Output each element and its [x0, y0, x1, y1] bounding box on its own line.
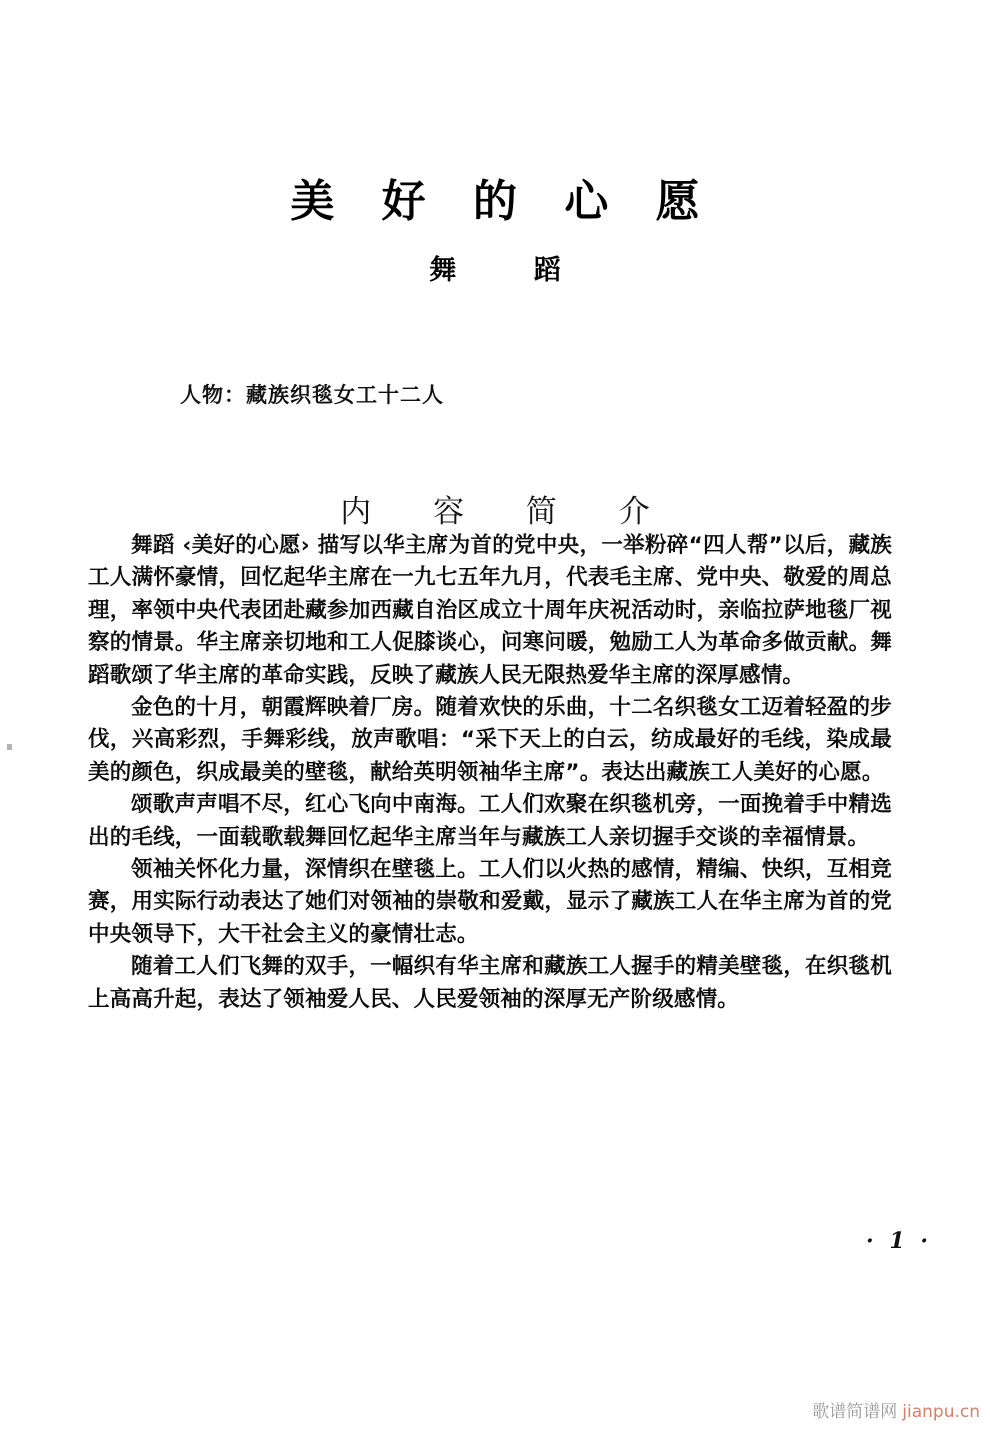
paragraph: 颂歌声声唱不尽，红心飞向中南海。工人们欢聚在织毯机旁，一面挽着手中精选出的毛线，一面载歌载舞回忆起华主席当年与藏族工人亲切握手交谈的幸福情景。 [88, 792, 892, 850]
page-number: · 1 · [866, 1228, 932, 1254]
cast-list: 人物：藏族织毯女工十二人 [180, 383, 444, 407]
watermark [812, 1397, 980, 1422]
body-text-block [88, 530, 892, 1016]
paragraph: 领袖关怀化力量，深情织在壁毯上。工人们以火热的感情，精编、快织，互相竞赛，用实际行动表达了她们对领袖的崇敬和爱戴，显示了藏族工人在华主席为首的党中央领导下，大干社会主义的豪情壮志。 [88, 857, 892, 947]
section-heading-synopsis: 内 容 简 介 [340, 493, 676, 530]
watermark-url: jianpu.cn [902, 1402, 980, 1422]
paragraph: 金色的十月，朝霞辉映着厂房。随着欢快的乐曲，十二名织毯女工迈着轻盈的步伐，兴高彩烈，手舞彩线，放声歌唱：“采下天上的白云，纺成最好的毛线，染成最美的颜色，织成最美的壁毯，献给英明领袖华主席”。表达出藏族工人美好的心愿。 [88, 695, 892, 785]
scan-artifact-speck [7, 744, 12, 750]
page-subtitle: 舞 蹈 [429, 255, 595, 286]
paragraph: 随着工人们飞舞的双手，一幅织有华主席和藏族工人握手的精美壁毯，在织毯机上高高升起，表达了领袖爱人民、人民爱领袖的深厚无产阶级感情。 [88, 954, 892, 1012]
paragraph: 舞蹈 ‹美好的心愿› 描写以华主席为首的党中央，一举粉碎“四人帮”以后，藏族工人满怀豪情，回忆起华主席在一九七五年九月，代表毛主席、党中央、敬爱的周总理，率领中央代表团赴藏参加西藏自治区成立十周年庆祝活动时，亲临拉萨地毯厂视察的情景。华主席亲切地和工人促膝谈心，问寒问暖，勉励工人为革命多做贡献。舞蹈歌颂了华主席的革命实践，反映了藏族人民无限热爱华主席的深厚感情。 [88, 533, 892, 688]
watermark-site-name: 歌谱简谱网 [812, 1402, 898, 1422]
page-title: 美 好 的 心 愿 [290, 176, 716, 228]
